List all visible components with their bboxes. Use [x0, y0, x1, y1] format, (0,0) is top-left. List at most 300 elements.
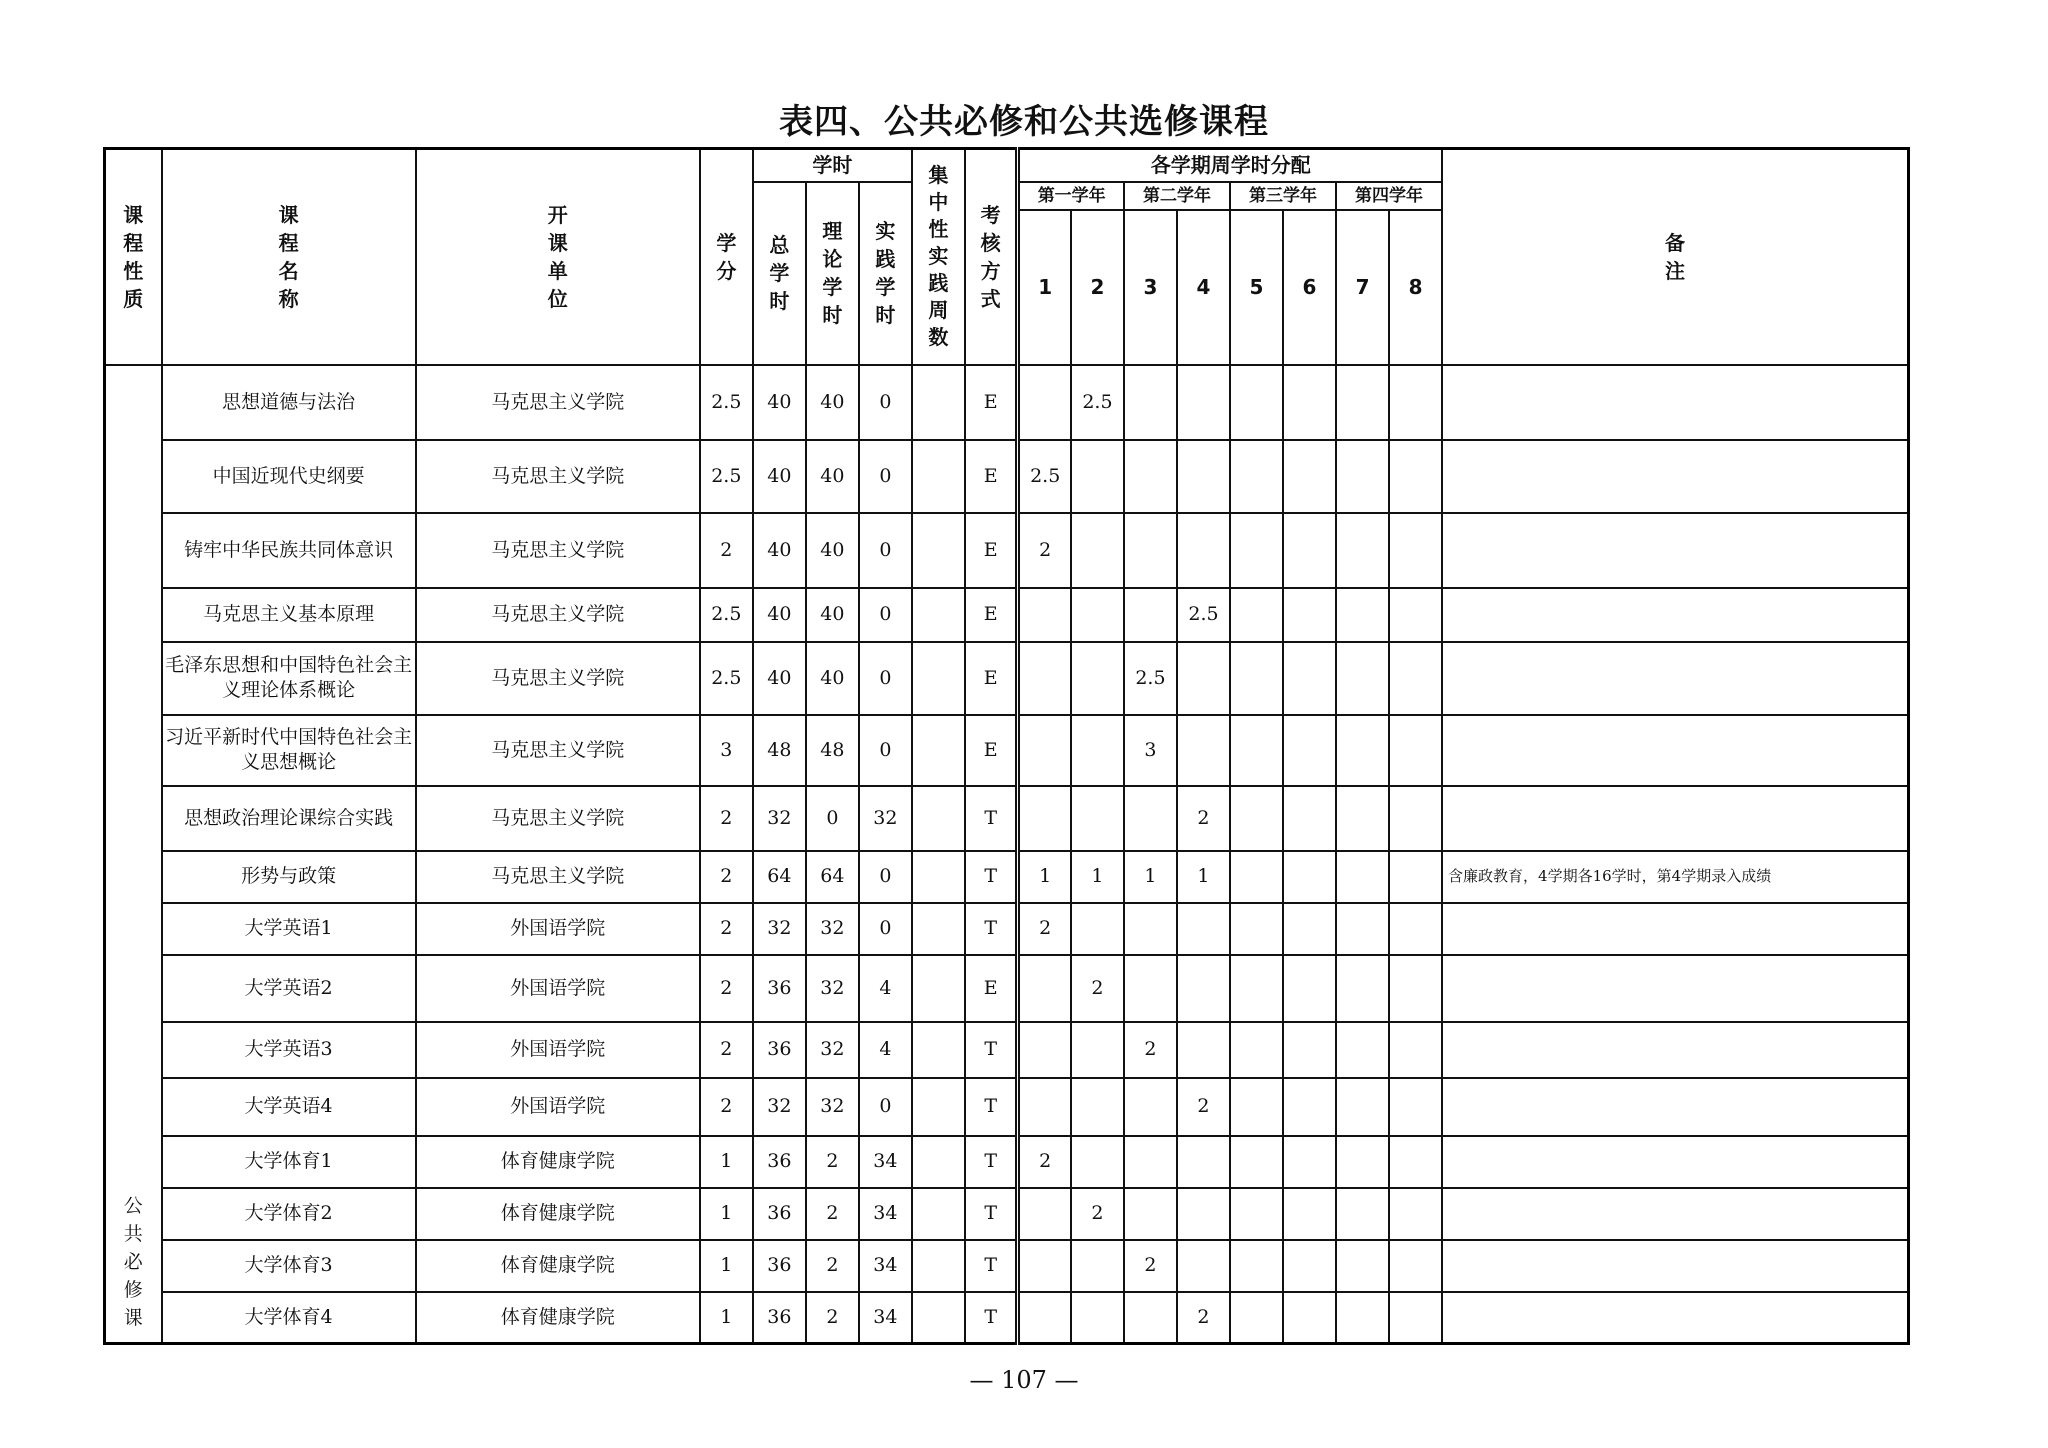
assessment-cell: E	[965, 365, 1018, 440]
semester-6-cell	[1283, 1292, 1336, 1344]
semester-8-cell	[1389, 365, 1442, 440]
semester-8-cell	[1389, 440, 1442, 513]
table-row	[105, 513, 1909, 588]
concentrated-weeks-cell	[912, 1240, 965, 1292]
semester-2-cell: 2	[1071, 955, 1124, 1022]
department-cell: 外国语学院	[416, 1078, 700, 1136]
header-year-4: 第四学年	[1336, 182, 1442, 210]
remark-cell	[1442, 1136, 1908, 1188]
department-cell: 马克思主义学院	[416, 365, 700, 440]
table-row	[105, 715, 1909, 786]
semester-5-cell	[1230, 588, 1283, 642]
theory-hours-cell: 48	[806, 715, 859, 786]
department-cell: 外国语学院	[416, 903, 700, 955]
header-year-2: 第二学年	[1124, 182, 1230, 210]
theory-hours-cell: 2	[806, 1188, 859, 1240]
semester-6-cell	[1283, 851, 1336, 903]
course-name-cell: 形势与政策	[162, 851, 416, 903]
table-row	[105, 365, 1909, 440]
semester-2-cell	[1071, 513, 1124, 588]
assessment-cell: E	[965, 955, 1018, 1022]
total-hours-cell: 36	[753, 1022, 806, 1078]
credit-cell: 2	[700, 1078, 753, 1136]
total-hours-cell: 36	[753, 1292, 806, 1344]
semester-7-cell	[1336, 955, 1389, 1022]
department-cell: 马克思主义学院	[416, 715, 700, 786]
semester-3-cell: 1	[1124, 851, 1177, 903]
semester-2-cell	[1071, 1240, 1124, 1292]
credit-cell: 2	[700, 513, 753, 588]
semester-6-cell	[1283, 903, 1336, 955]
practice-hours-cell: 34	[859, 1292, 912, 1344]
semester-6-cell	[1283, 440, 1336, 513]
semester-3-cell: 2	[1124, 1022, 1177, 1078]
semester-1-cell	[1018, 588, 1071, 642]
table-header	[105, 149, 1909, 365]
total-hours-cell: 40	[753, 513, 806, 588]
theory-hours-cell: 2	[806, 1136, 859, 1188]
credit-cell: 2	[700, 851, 753, 903]
course-name-cell: 大学英语2	[162, 955, 416, 1022]
table-row	[105, 1022, 1909, 1078]
table-row	[105, 955, 1909, 1022]
semester-6-cell	[1283, 786, 1336, 851]
semester-5-cell	[1230, 851, 1283, 903]
semester-1-cell	[1018, 1022, 1071, 1078]
semester-5-cell	[1230, 903, 1283, 955]
concentrated-weeks-cell	[912, 440, 965, 513]
semester-2-cell	[1071, 440, 1124, 513]
semester-1-cell	[1018, 642, 1071, 715]
header-assessment: 考核方式	[965, 149, 1018, 365]
semester-1-cell: 2.5	[1018, 440, 1071, 513]
course-name-cell: 习近平新时代中国特色社会主义思想概论	[162, 715, 416, 786]
semester-1-cell	[1018, 1078, 1071, 1136]
semester-2-cell	[1071, 1136, 1124, 1188]
credit-cell: 2	[700, 955, 753, 1022]
remark-cell	[1442, 955, 1908, 1022]
department-cell: 外国语学院	[416, 1022, 700, 1078]
semester-3-cell: 2.5	[1124, 642, 1177, 715]
remark-cell	[1442, 588, 1908, 642]
practice-hours-cell: 4	[859, 955, 912, 1022]
header-theory-hours: 理论学时	[806, 182, 859, 365]
remark-cell	[1442, 440, 1908, 513]
semester-8-cell	[1389, 1240, 1442, 1292]
semester-3-cell	[1124, 365, 1177, 440]
semester-6-cell	[1283, 365, 1336, 440]
department-cell: 体育健康学院	[416, 1292, 700, 1344]
remark-cell	[1442, 786, 1908, 851]
course-name-cell: 大学体育1	[162, 1136, 416, 1188]
table-row	[105, 1078, 1909, 1136]
course-name-cell: 毛泽东思想和中国特色社会主义理论体系概论	[162, 642, 416, 715]
assessment-cell: T	[965, 1022, 1018, 1078]
department-cell: 马克思主义学院	[416, 588, 700, 642]
total-hours-cell: 40	[753, 588, 806, 642]
semester-2-cell	[1071, 903, 1124, 955]
semester-8-cell	[1389, 851, 1442, 903]
semester-3-cell	[1124, 1136, 1177, 1188]
header-practice-hours: 实践学时	[859, 182, 912, 365]
total-hours-cell: 48	[753, 715, 806, 786]
concentrated-weeks-cell	[912, 955, 965, 1022]
semester-2-cell: 1	[1071, 851, 1124, 903]
semester-5-cell	[1230, 642, 1283, 715]
concentrated-weeks-cell	[912, 1292, 965, 1344]
table-row	[105, 1136, 1909, 1188]
semester-3-cell	[1124, 1188, 1177, 1240]
semester-6-cell	[1283, 1188, 1336, 1240]
theory-hours-cell: 32	[806, 1022, 859, 1078]
semester-3-cell	[1124, 955, 1177, 1022]
credit-cell: 2.5	[700, 642, 753, 715]
theory-hours-cell: 32	[806, 1078, 859, 1136]
remark-cell	[1442, 1078, 1908, 1136]
theory-hours-cell: 64	[806, 851, 859, 903]
semester-5-cell	[1230, 786, 1283, 851]
semester-8-cell	[1389, 955, 1442, 1022]
concentrated-weeks-cell	[912, 851, 965, 903]
table-row	[105, 851, 1909, 903]
semester-6-cell	[1283, 1240, 1336, 1292]
practice-hours-cell: 0	[859, 903, 912, 955]
department-cell: 马克思主义学院	[416, 642, 700, 715]
practice-hours-cell: 0	[859, 588, 912, 642]
assessment-cell: E	[965, 715, 1018, 786]
concentrated-weeks-cell	[912, 513, 965, 588]
semester-2-cell	[1071, 715, 1124, 786]
semester-3-cell	[1124, 513, 1177, 588]
practice-hours-cell: 4	[859, 1022, 912, 1078]
course-name-cell: 铸牢中华民族共同体意识	[162, 513, 416, 588]
theory-hours-cell: 32	[806, 955, 859, 1022]
semester-4-cell	[1177, 1136, 1230, 1188]
semester-7-cell	[1336, 440, 1389, 513]
concentrated-weeks-cell	[912, 1022, 965, 1078]
semester-2-cell	[1071, 642, 1124, 715]
semester-7-cell	[1336, 1240, 1389, 1292]
semester-4-cell	[1177, 903, 1230, 955]
total-hours-cell: 36	[753, 955, 806, 1022]
page-title: 表四、公共必修和公共选修课程	[779, 102, 1269, 142]
department-cell: 外国语学院	[416, 955, 700, 1022]
course-name-cell: 大学英语1	[162, 903, 416, 955]
semester-8-cell	[1389, 715, 1442, 786]
credit-cell: 1	[700, 1188, 753, 1240]
semester-7-cell	[1336, 1188, 1389, 1240]
total-hours-cell: 32	[753, 903, 806, 955]
header-credits: 学分	[700, 149, 753, 365]
semester-1-cell: 1	[1018, 851, 1071, 903]
practice-hours-cell: 0	[859, 642, 912, 715]
semester-4-cell: 1	[1177, 851, 1230, 903]
semester-5-cell	[1230, 1188, 1283, 1240]
assessment-cell: T	[965, 786, 1018, 851]
semester-6-cell	[1283, 955, 1336, 1022]
practice-hours-cell: 0	[859, 851, 912, 903]
remark-cell	[1442, 1292, 1908, 1344]
course-name-cell: 大学英语3	[162, 1022, 416, 1078]
semester-5-cell	[1230, 513, 1283, 588]
header-year-3: 第三学年	[1230, 182, 1336, 210]
semester-8-cell	[1389, 1022, 1442, 1078]
concentrated-weeks-cell	[912, 1136, 965, 1188]
semester-7-cell	[1336, 715, 1389, 786]
semester-7-cell	[1336, 588, 1389, 642]
semester-8-cell	[1389, 642, 1442, 715]
semester-3-cell	[1124, 440, 1177, 513]
semester-4-cell	[1177, 1240, 1230, 1292]
semester-4-cell: 2.5	[1177, 588, 1230, 642]
credit-cell: 1	[700, 1292, 753, 1344]
semester-3-cell	[1124, 1078, 1177, 1136]
credit-cell: 2.5	[700, 588, 753, 642]
remark-cell	[1442, 715, 1908, 786]
semester-5-cell	[1230, 1292, 1283, 1344]
credit-cell: 2	[700, 786, 753, 851]
remark-cell: 含廉政教育，4学期各16学时，第4学期录入成绩	[1442, 851, 1908, 903]
remark-cell	[1442, 1188, 1908, 1240]
table-row	[105, 903, 1909, 955]
total-hours-cell: 40	[753, 365, 806, 440]
semester-4-cell	[1177, 513, 1230, 588]
course-name-cell: 大学体育2	[162, 1188, 416, 1240]
semester-4-cell	[1177, 715, 1230, 786]
theory-hours-cell: 2	[806, 1292, 859, 1344]
semester-2-cell	[1071, 1292, 1124, 1344]
department-cell: 马克思主义学院	[416, 440, 700, 513]
header-hours-group: 学时	[753, 149, 912, 182]
header-course-name: 课程名称	[162, 149, 416, 365]
header-department: 开课单位	[416, 149, 700, 365]
credit-cell: 3	[700, 715, 753, 786]
semester-6-cell	[1283, 715, 1336, 786]
table-row	[105, 588, 1909, 642]
assessment-cell: T	[965, 903, 1018, 955]
semester-3-cell	[1124, 786, 1177, 851]
assessment-cell: E	[965, 513, 1018, 588]
theory-hours-cell: 2	[806, 1240, 859, 1292]
concentrated-weeks-cell	[912, 642, 965, 715]
semester-5-cell	[1230, 440, 1283, 513]
semester-8-cell	[1389, 1292, 1442, 1344]
total-hours-cell: 36	[753, 1240, 806, 1292]
total-hours-cell: 40	[753, 642, 806, 715]
assessment-cell: E	[965, 440, 1018, 513]
practice-hours-cell: 0	[859, 440, 912, 513]
practice-hours-cell: 0	[859, 365, 912, 440]
semester-2-cell	[1071, 1078, 1124, 1136]
practice-hours-cell: 34	[859, 1136, 912, 1188]
semester-8-cell	[1389, 588, 1442, 642]
semester-5-cell	[1230, 1240, 1283, 1292]
assessment-cell: T	[965, 1188, 1018, 1240]
theory-hours-cell: 32	[806, 903, 859, 955]
practice-hours-cell: 0	[859, 1078, 912, 1136]
theory-hours-cell: 40	[806, 365, 859, 440]
theory-hours-cell: 40	[806, 588, 859, 642]
course-name-cell: 思想政治理论课综合实践	[162, 786, 416, 851]
semester-7-cell	[1336, 851, 1389, 903]
table-body	[105, 365, 1909, 1344]
semester-3-cell: 3	[1124, 715, 1177, 786]
semester-5-cell	[1230, 715, 1283, 786]
assessment-cell: T	[965, 1078, 1018, 1136]
assessment-cell: T	[965, 1292, 1018, 1344]
semester-3-cell	[1124, 588, 1177, 642]
semester-7-cell	[1336, 642, 1389, 715]
semester-8-cell	[1389, 1188, 1442, 1240]
concentrated-weeks-cell	[912, 903, 965, 955]
theory-hours-cell: 40	[806, 513, 859, 588]
semester-2-cell	[1071, 786, 1124, 851]
semester-7-cell	[1336, 1022, 1389, 1078]
semester-6-cell	[1283, 588, 1336, 642]
semester-4-cell	[1177, 440, 1230, 513]
semester-1-cell	[1018, 365, 1071, 440]
assessment-cell: T	[965, 1240, 1018, 1292]
semester-2-cell: 2.5	[1071, 365, 1124, 440]
semester-8-cell	[1389, 786, 1442, 851]
semester-4-cell	[1177, 955, 1230, 1022]
department-cell: 马克思主义学院	[416, 851, 700, 903]
remark-cell	[1442, 642, 1908, 715]
semester-5-cell	[1230, 1078, 1283, 1136]
table-row	[105, 440, 1909, 513]
credit-cell: 1	[700, 1240, 753, 1292]
semester-7-cell	[1336, 513, 1389, 588]
assessment-cell: T	[965, 851, 1018, 903]
department-cell: 体育健康学院	[416, 1136, 700, 1188]
header-semester-5: 5	[1230, 210, 1283, 365]
header-total-hours: 总学时	[753, 182, 806, 365]
semester-6-cell	[1283, 1022, 1336, 1078]
assessment-cell: E	[965, 642, 1018, 715]
semester-8-cell	[1389, 1136, 1442, 1188]
semester-6-cell	[1283, 1136, 1336, 1188]
semester-2-cell	[1071, 1022, 1124, 1078]
course-category-cell: 公共必修课	[105, 365, 162, 1344]
department-cell: 体育健康学院	[416, 1188, 700, 1240]
semester-8-cell	[1389, 903, 1442, 955]
semester-4-cell	[1177, 365, 1230, 440]
semester-4-cell: 2	[1177, 786, 1230, 851]
semester-4-cell: 2	[1177, 1292, 1230, 1344]
header-semester-1: 1	[1018, 210, 1071, 365]
semester-6-cell	[1283, 513, 1336, 588]
header-semester-8: 8	[1389, 210, 1442, 365]
concentrated-weeks-cell	[912, 715, 965, 786]
course-name-cell: 马克思主义基本原理	[162, 588, 416, 642]
practice-hours-cell: 34	[859, 1188, 912, 1240]
assessment-cell: T	[965, 1136, 1018, 1188]
remark-cell	[1442, 365, 1908, 440]
remark-cell	[1442, 1240, 1908, 1292]
department-cell: 马克思主义学院	[416, 513, 700, 588]
table-row	[105, 1292, 1909, 1344]
practice-hours-cell: 34	[859, 1240, 912, 1292]
semester-3-cell	[1124, 1292, 1177, 1344]
credit-cell: 1	[700, 1136, 753, 1188]
credit-cell: 2	[700, 903, 753, 955]
course-name-cell: 思想道德与法治	[162, 365, 416, 440]
semester-4-cell	[1177, 642, 1230, 715]
semester-5-cell	[1230, 1022, 1283, 1078]
semester-6-cell	[1283, 1078, 1336, 1136]
semester-1-cell	[1018, 1240, 1071, 1292]
header-course-type: 课程性质	[105, 149, 162, 365]
table-row	[105, 786, 1909, 851]
header-semester-6: 6	[1283, 210, 1336, 365]
total-hours-cell: 64	[753, 851, 806, 903]
table-row	[105, 642, 1909, 715]
semester-7-cell	[1336, 786, 1389, 851]
theory-hours-cell: 40	[806, 440, 859, 513]
total-hours-cell: 40	[753, 440, 806, 513]
credit-cell: 2.5	[700, 365, 753, 440]
page-number: — 107 —	[969, 1366, 1079, 1394]
theory-hours-cell: 40	[806, 642, 859, 715]
semester-1-cell	[1018, 786, 1071, 851]
theory-hours-cell: 0	[806, 786, 859, 851]
semester-1-cell: 2	[1018, 903, 1071, 955]
course-name-cell: 大学体育4	[162, 1292, 416, 1344]
semester-1-cell: 2	[1018, 1136, 1071, 1188]
semester-3-cell	[1124, 903, 1177, 955]
semester-5-cell	[1230, 365, 1283, 440]
total-hours-cell: 32	[753, 1078, 806, 1136]
semester-7-cell	[1336, 365, 1389, 440]
department-cell: 马克思主义学院	[416, 786, 700, 851]
header-year-1: 第一学年	[1018, 182, 1124, 210]
semester-7-cell	[1336, 903, 1389, 955]
semester-6-cell	[1283, 642, 1336, 715]
header-semester-4: 4	[1177, 210, 1230, 365]
concentrated-weeks-cell	[912, 1188, 965, 1240]
semester-7-cell	[1336, 1136, 1389, 1188]
remark-cell	[1442, 903, 1908, 955]
concentrated-weeks-cell	[912, 588, 965, 642]
semester-4-cell	[1177, 1188, 1230, 1240]
remark-cell	[1442, 513, 1908, 588]
course-name-cell: 中国近现代史纲要	[162, 440, 416, 513]
semester-8-cell	[1389, 513, 1442, 588]
semester-2-cell: 2	[1071, 1188, 1124, 1240]
header-semester-7: 7	[1336, 210, 1389, 365]
header-distribution: 各学期周学时分配	[1018, 149, 1442, 182]
semester-5-cell	[1230, 1136, 1283, 1188]
semester-7-cell	[1336, 1078, 1389, 1136]
semester-1-cell: 2	[1018, 513, 1071, 588]
concentrated-weeks-cell	[912, 786, 965, 851]
semester-7-cell	[1336, 1292, 1389, 1344]
remark-cell	[1442, 1022, 1908, 1078]
header-concentrated-weeks: 集中性实践周数	[912, 149, 965, 365]
course-name-cell: 大学英语4	[162, 1078, 416, 1136]
semester-2-cell	[1071, 588, 1124, 642]
course-name-cell: 大学体育3	[162, 1240, 416, 1292]
total-hours-cell: 36	[753, 1188, 806, 1240]
department-cell: 体育健康学院	[416, 1240, 700, 1292]
table-row	[105, 1240, 1909, 1292]
course-table	[103, 147, 1910, 1345]
header-remarks: 备注	[1442, 149, 1908, 365]
semester-1-cell	[1018, 955, 1071, 1022]
concentrated-weeks-cell	[912, 365, 965, 440]
table-row	[105, 1188, 1909, 1240]
practice-hours-cell: 32	[859, 786, 912, 851]
